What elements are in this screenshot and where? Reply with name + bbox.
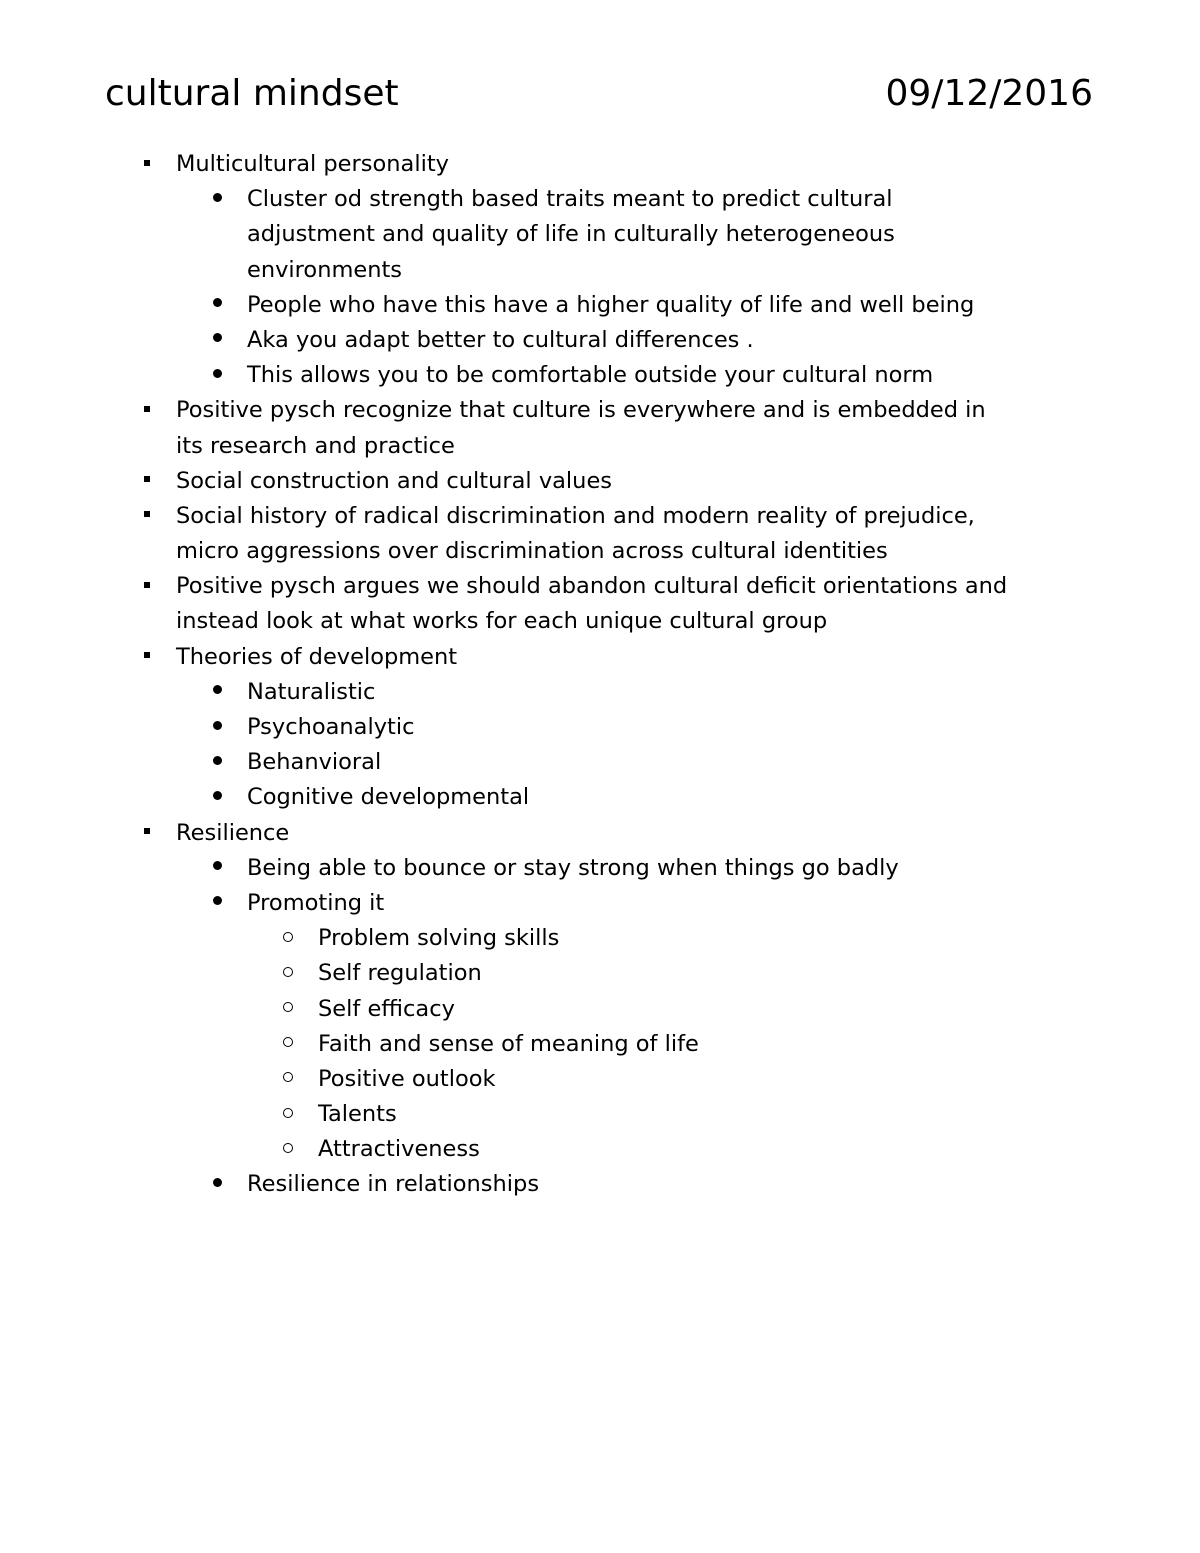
list-item-text: Attractiveness (318, 1136, 480, 1163)
list-item (0, 956, 1200, 991)
list-item (0, 710, 1200, 745)
list-item-text: Positive pysch recognize that culture is everywhere and is embedded in (176, 397, 986, 424)
list-item-text: Self regulation (318, 960, 482, 987)
list-item (0, 816, 1200, 851)
list-item-text: Behanvioral (247, 749, 382, 776)
list-item-continuation (0, 429, 1200, 464)
page-title: cultural mindset (105, 73, 399, 114)
list-item-text: Aka you adapt better to cultural differences . (247, 326, 754, 353)
list-item-continuation (0, 604, 1200, 639)
list-item (0, 288, 1200, 323)
list-item (0, 1167, 1200, 1202)
list-item (0, 182, 1200, 217)
list-item-text: Resilience (176, 819, 290, 846)
hollow-circle-bullet-icon (278, 921, 298, 956)
list-item-text: Social construction and cultural values (176, 467, 613, 494)
list-item-text: Faith and sense of meaning of life (318, 1030, 699, 1057)
list-item-text: Resilience in relationships (247, 1171, 540, 1198)
filled-circle-bullet-icon (207, 358, 227, 393)
list-item-text: Problem solving skills (318, 925, 560, 952)
square-bullet-icon (137, 464, 157, 499)
list-item (0, 640, 1200, 675)
filled-circle-bullet-icon (207, 675, 227, 710)
hollow-circle-bullet-icon (278, 1062, 298, 1097)
list-item-text: Multicultural personality (176, 151, 449, 177)
list-item-text: Social history of radical discrimination and modern reality of prejudice, (176, 502, 975, 529)
filled-circle-bullet-icon (207, 851, 227, 886)
list-item-text: Being able to bounce or stay strong when things go badly (247, 854, 899, 881)
list-item (0, 358, 1200, 393)
list-item-text: its research and practice (176, 432, 455, 459)
hollow-circle-bullet-icon (278, 1097, 298, 1132)
filled-circle-bullet-icon (207, 780, 227, 815)
list-item-text: adjustment and quality of life in culturally heterogeneous (247, 221, 895, 248)
list-item-text: Talents (318, 1101, 397, 1128)
list-item (0, 393, 1200, 428)
square-bullet-icon (137, 499, 157, 534)
list-item-continuation (0, 217, 1200, 252)
filled-circle-bullet-icon (207, 323, 227, 358)
list-item-text: Promoting it (247, 889, 385, 916)
filled-circle-bullet-icon (207, 710, 227, 745)
list-item-continuation (0, 253, 1200, 288)
list-item (0, 499, 1200, 534)
list-item-text: This allows you to be comfortable outside your cultural norm (247, 362, 934, 389)
list-item (0, 851, 1200, 886)
list-item-text: People who have this have a higher quality of life and well being (247, 291, 975, 318)
hollow-circle-bullet-icon (278, 1132, 298, 1167)
filled-circle-bullet-icon (207, 745, 227, 780)
square-bullet-icon (137, 393, 157, 428)
list-item (0, 569, 1200, 604)
list-item-text: Cognitive developmental (247, 784, 530, 811)
list-item-text: Self efficacy (318, 995, 455, 1022)
list-item (0, 745, 1200, 780)
square-bullet-icon (137, 816, 157, 851)
filled-circle-bullet-icon (207, 886, 227, 921)
list-item (0, 675, 1200, 710)
note-date: 09/12/2016 (885, 73, 1093, 114)
list-item (0, 323, 1200, 358)
hollow-circle-bullet-icon (278, 992, 298, 1027)
square-bullet-icon (137, 147, 157, 182)
list-item (0, 464, 1200, 499)
notes-list (0, 147, 1200, 1203)
list-item (0, 992, 1200, 1027)
square-bullet-icon (137, 640, 157, 675)
hollow-circle-bullet-icon (278, 1027, 298, 1062)
list-item (0, 147, 1200, 182)
list-item (0, 1062, 1200, 1097)
list-item (0, 1132, 1200, 1167)
filled-circle-bullet-icon (207, 288, 227, 323)
list-item (0, 1097, 1200, 1132)
list-item-text: instead look at what works for each unique cultural group (176, 608, 828, 635)
list-item-text: micro aggressions over discrimination across cultural identities (176, 538, 888, 565)
list-item-text: Psychoanalytic (247, 714, 415, 740)
list-item-text: Cluster od strength based traits meant to predict cultural (247, 186, 893, 213)
square-bullet-icon (137, 569, 157, 604)
filled-circle-bullet-icon (207, 1167, 227, 1202)
list-item-text: Positive pysch argues we should abandon cultural deficit orientations and (176, 573, 1008, 600)
hollow-circle-bullet-icon (278, 956, 298, 991)
list-item (0, 921, 1200, 956)
list-item (0, 780, 1200, 815)
list-item-text: environments (247, 256, 403, 283)
list-item-text: Naturalistic (247, 678, 376, 705)
list-item-text: Positive outlook (318, 1065, 496, 1092)
list-item-continuation (0, 534, 1200, 569)
list-item-text: Theories of development (176, 643, 458, 670)
list-item (0, 886, 1200, 921)
filled-circle-bullet-icon (207, 182, 227, 217)
list-item (0, 1027, 1200, 1062)
